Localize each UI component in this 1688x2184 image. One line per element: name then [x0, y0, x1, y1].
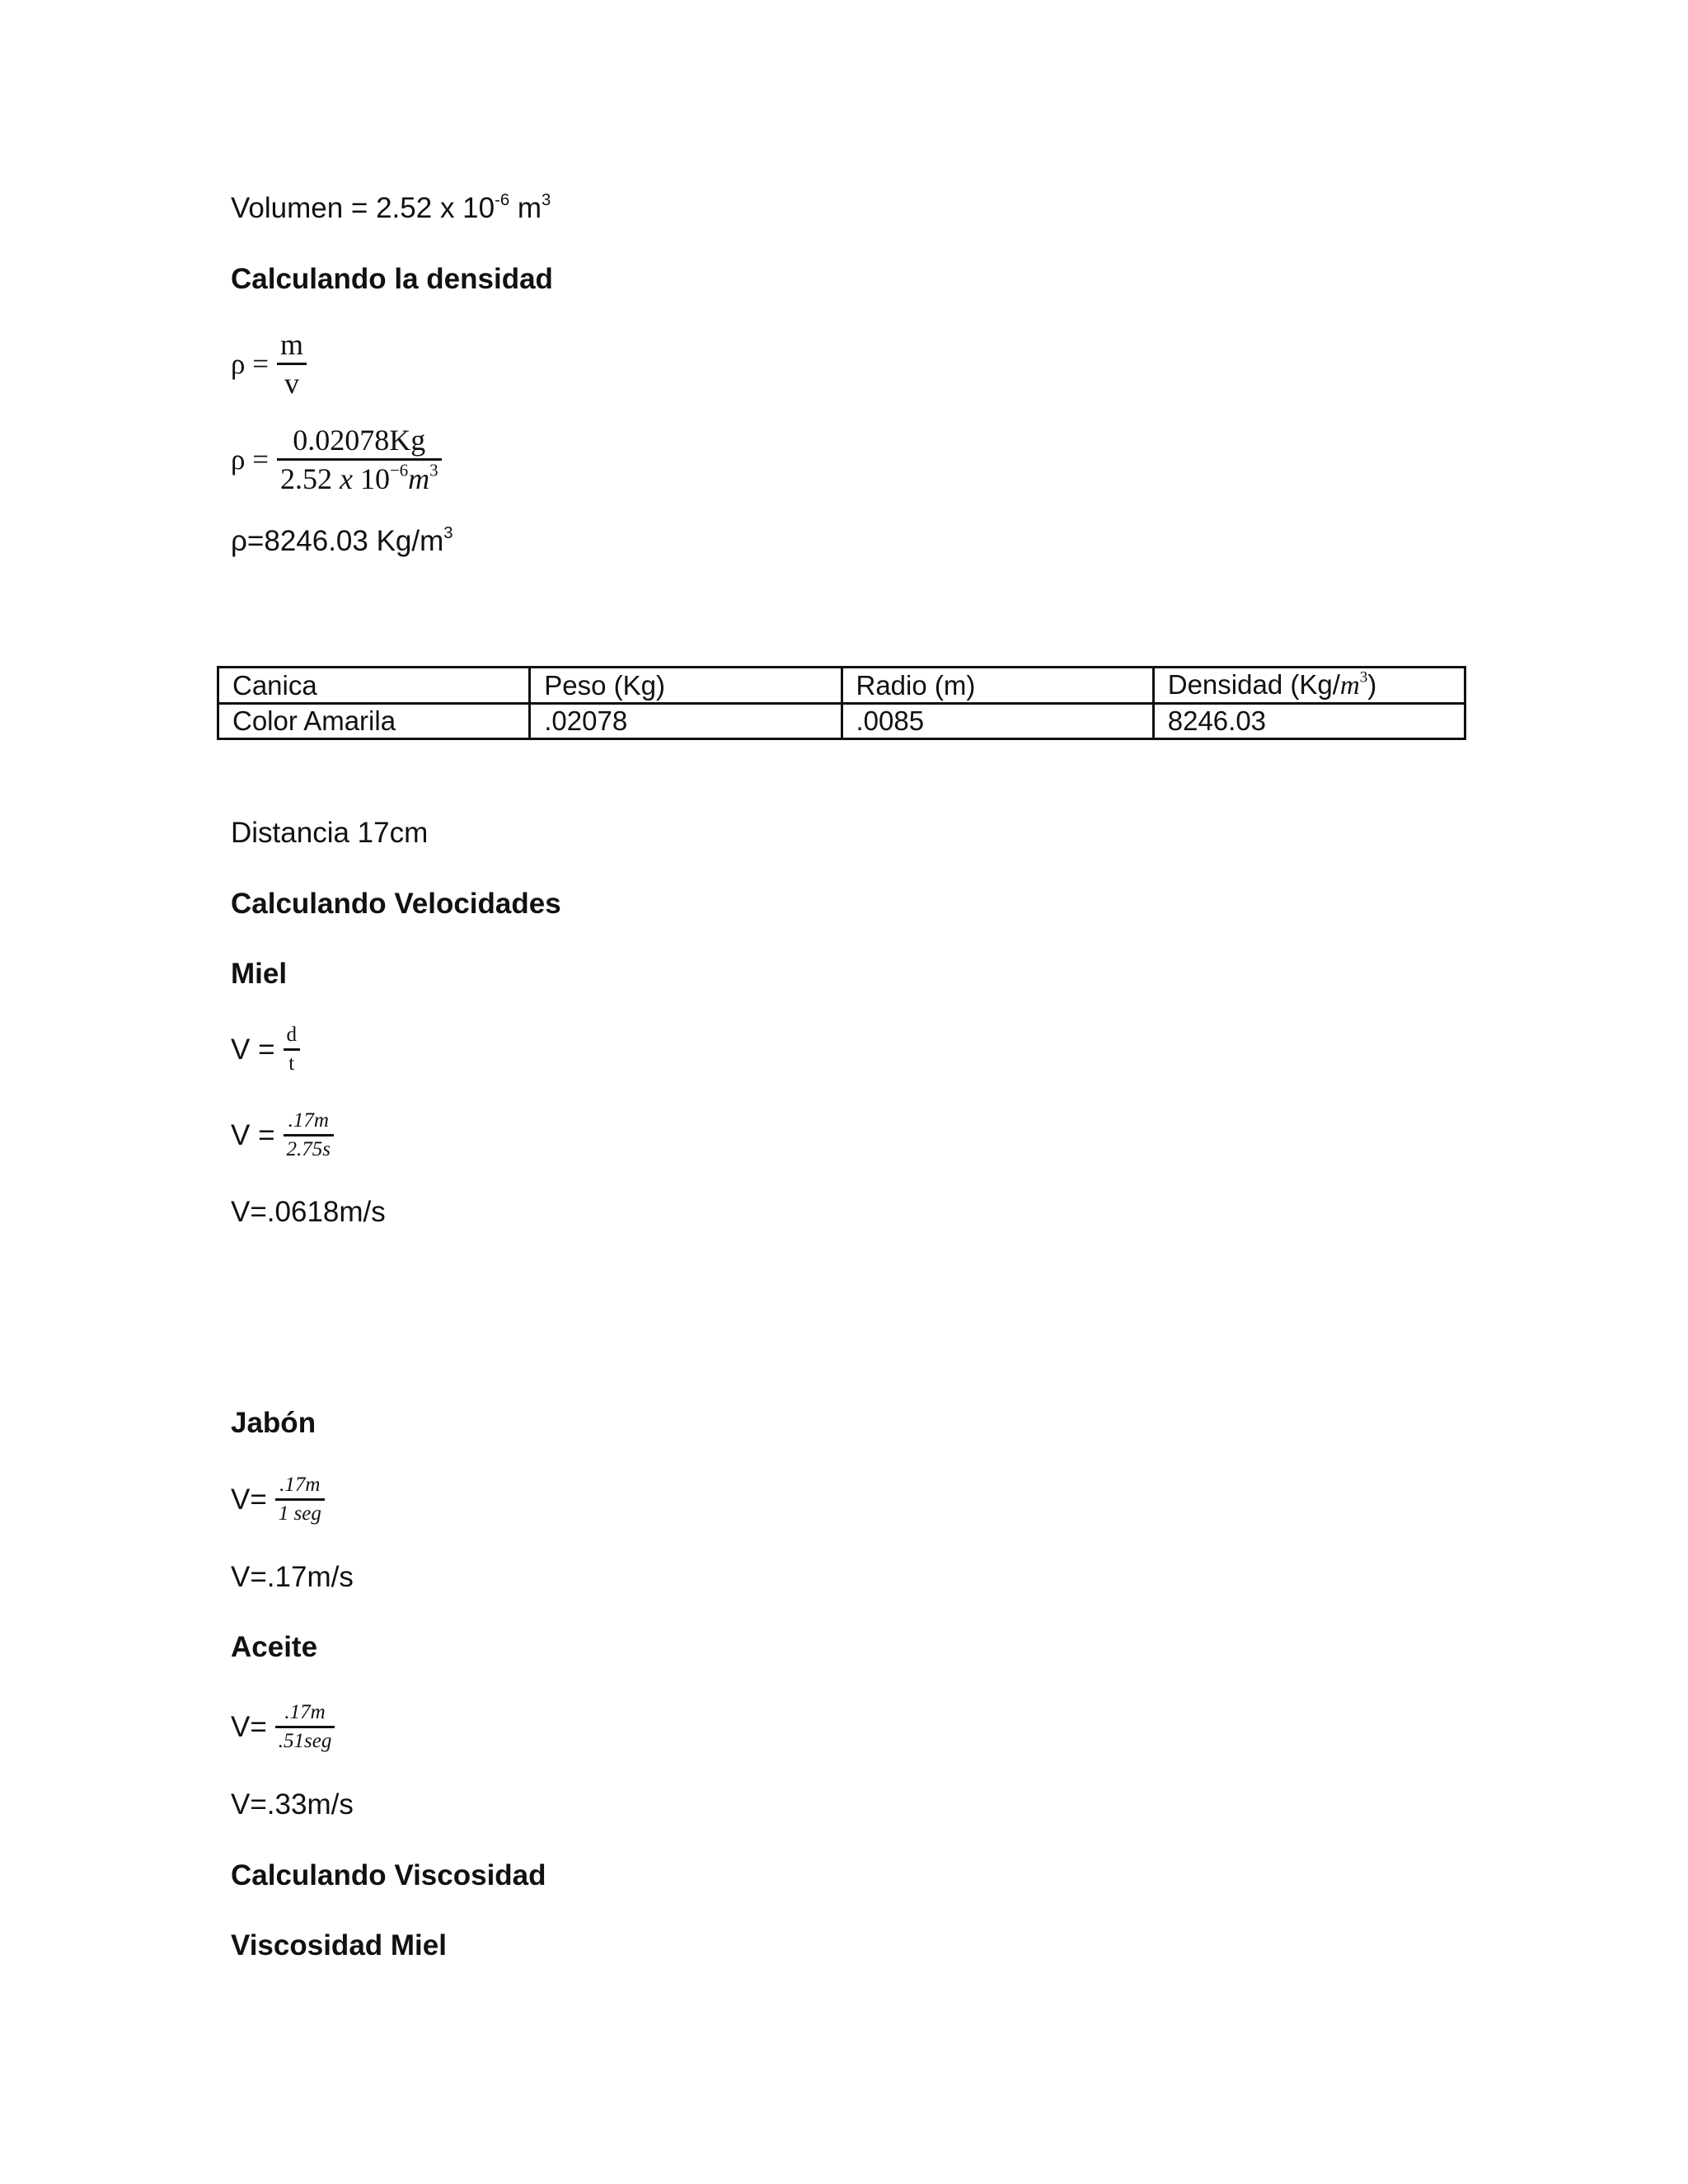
table-cell: .0085 — [842, 704, 1153, 739]
table-cell: Color Amarila — [218, 704, 530, 739]
heading-jabon: Jabón — [231, 1407, 316, 1439]
density-result-exponent: 3 — [443, 523, 453, 542]
equation-density-values — [231, 422, 442, 497]
fraction — [275, 1472, 325, 1527]
equation-lhs: V= — [231, 1710, 267, 1743]
distancia-line: Distancia 17cm — [231, 817, 429, 849]
den-base: 2.52 — [279, 462, 340, 495]
equation-velocity-jabon — [231, 1472, 325, 1527]
heading-viscosidad-miel: Viscosidad Miel — [231, 1929, 447, 1961]
equation-lhs: ρ = — [231, 347, 269, 380]
table-header-row — [218, 668, 1465, 704]
fraction-numerator: .17m — [288, 1109, 329, 1132]
volumen-line — [231, 191, 551, 226]
heading-miel: Miel — [231, 958, 288, 990]
density-result — [231, 524, 453, 559]
fraction — [277, 326, 307, 401]
heading-aceite: Aceite — [231, 1631, 318, 1663]
fraction — [277, 422, 442, 497]
fraction — [284, 1022, 301, 1077]
equation-lhs: V = — [231, 1118, 275, 1151]
equation-velocity-miel — [231, 1108, 334, 1163]
den-m: m — [408, 462, 430, 495]
velocity-result-aceite: V=.33m/s — [231, 1788, 354, 1821]
equation-velocity-formula — [231, 1022, 300, 1077]
velocity-result-jabon: V=.17m/s — [231, 1561, 354, 1593]
den-m-exponent: 3 — [429, 460, 438, 480]
canica-table — [217, 666, 1466, 740]
header-close: ) — [1367, 669, 1377, 700]
table-cell: 8246.03 — [1153, 704, 1465, 739]
header-text: Densidad (Kg/ — [1167, 669, 1340, 700]
heading-densidad: Calculando la densidad — [231, 263, 553, 295]
equation-lhs: V= — [231, 1483, 267, 1516]
fraction-numerator: .17m — [279, 1474, 321, 1496]
table-row — [218, 704, 1465, 739]
volumen-unit: m — [509, 192, 542, 224]
fraction-denominator: .51seg — [278, 1730, 332, 1752]
equation-velocity-aceite — [231, 1699, 335, 1755]
fraction — [284, 1108, 334, 1163]
fraction-numerator: d — [286, 1024, 298, 1046]
heading-viscosidad: Calculando Viscosidad — [231, 1859, 546, 1891]
fraction-denominator: 2.75s — [286, 1138, 331, 1160]
table-cell: .02078 — [530, 704, 842, 739]
fraction — [275, 1699, 335, 1755]
table-header-cell — [1153, 668, 1465, 704]
den-ten: 10 — [352, 462, 390, 495]
table-header-cell: Canica — [218, 668, 530, 704]
density-result-text: ρ=8246.03 Kg/m — [231, 525, 444, 557]
fraction-denominator: 1 seg — [278, 1502, 321, 1525]
equation-lhs: V = — [231, 1033, 275, 1066]
fraction-numerator: 0.02078Kg — [293, 424, 426, 457]
heading-velocidades: Calculando Velocidades — [231, 888, 561, 920]
volumen-text: Volumen = 2.52 x 10 — [231, 192, 495, 224]
fraction-numerator: .17m — [284, 1701, 326, 1723]
table-header-cell: Peso (Kg) — [530, 668, 842, 704]
fraction-denominator — [277, 461, 442, 497]
equation-lhs: ρ = — [231, 443, 269, 476]
den-x: x — [339, 462, 353, 495]
table-header-cell: Radio (m) — [842, 668, 1153, 704]
velocity-result-miel: V=.0618m/s — [231, 1196, 386, 1228]
equation-density-formula — [231, 326, 307, 401]
fraction-denominator: t — [288, 1052, 295, 1075]
header-unit-exponent: 3 — [1359, 668, 1368, 687]
volumen-exponent: -6 — [495, 190, 510, 209]
header-unit: m — [1339, 671, 1360, 701]
fraction-numerator: m — [279, 328, 303, 361]
volumen-unit-exponent: 3 — [542, 190, 551, 209]
den-exponent: −6 — [389, 460, 409, 480]
fraction-denominator: v — [284, 367, 299, 400]
